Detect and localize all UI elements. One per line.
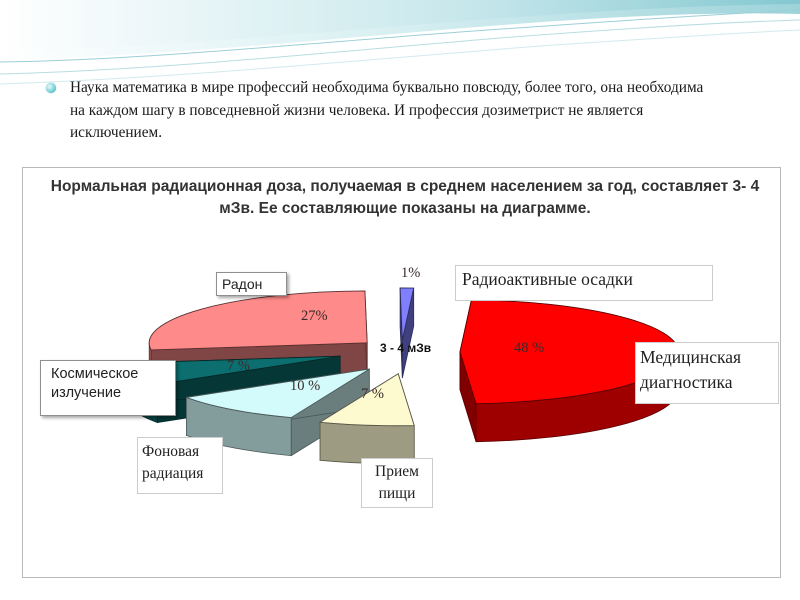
- pct-label-background: 10 %: [290, 378, 321, 394]
- label-food: [361, 458, 433, 508]
- label-radon: [216, 272, 287, 296]
- label-background: [137, 437, 223, 494]
- pie-slice-5: [400, 288, 414, 378]
- label-cosmic: [40, 360, 176, 416]
- label-food-text: Прием пищи: [375, 463, 419, 502]
- center-label: 3 - 4 мЗв: [380, 341, 432, 355]
- label-cosmic-text: Космическое излучение: [51, 366, 139, 401]
- pct-label-radon: 27%: [301, 308, 328, 324]
- label-fallout-text: Радиоактивные осадки: [462, 269, 633, 289]
- pie-slice-top-4: [149, 291, 367, 350]
- pct-label-cosmic: 7 %: [227, 358, 250, 374]
- label-medical-text: Медицинская диагностика: [640, 347, 742, 392]
- label-background-text: Фоновая радиация: [142, 443, 204, 482]
- label-radon-text: Радон: [222, 276, 263, 292]
- chart-title: Нормальная радиационная доза, получаемая в среднем населением за год, составляет 3- 4 мЗв. Ее составляющие показаны на диаграмме.: [50, 178, 760, 217]
- pct-label-fallout: 1%: [401, 265, 421, 281]
- label-medical: [635, 342, 779, 404]
- bullet-text: Наука математика в мире профессий необходима буквально повсюду, более того, она необходима на каждом шагу в повседневной жизни человека. И профессия дозиметрист не является исключением.: [70, 79, 704, 141]
- pct-label-medical: 48 %: [514, 340, 545, 356]
- pct-label-food: 7 %: [361, 386, 384, 402]
- label-fallout: [455, 265, 713, 301]
